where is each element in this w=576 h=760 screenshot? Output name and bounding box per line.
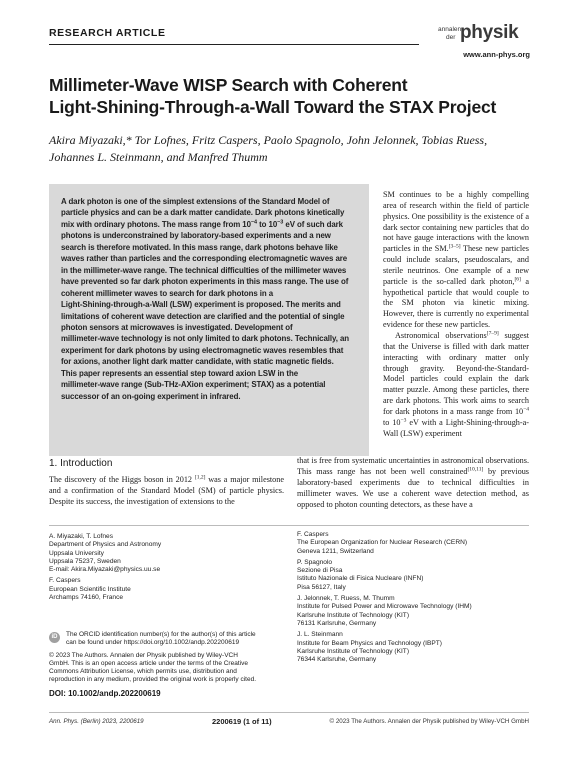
intro-paragraph: The discovery of the Higgs boson in 2012 [1,2] was a major milestone and a confirmation of the Standard Model (SM) of particle physics. Despite its success, the investigation of extensions to the xyxy=(49,474,285,506)
journal-logo xyxy=(438,24,538,50)
journal-logo-word-2: der xyxy=(446,33,456,41)
affiliations-right xyxy=(297,531,529,667)
affiliation-block: P. Spagnolo Sezione di Pisa Istituto Nazionale di Fisica Nucleare (INFN) Pisa 56127, Italy xyxy=(297,558,424,591)
section-label: RESEARCH ARTICLE xyxy=(49,27,166,39)
journal-logo-small xyxy=(438,26,461,41)
footer-rule xyxy=(49,712,529,713)
title-line-1: Millimeter-Wave WISP Search with Coherent xyxy=(49,75,408,95)
email-link[interactable]: E-mail: Akira.Miyazaki@physics.uu.se xyxy=(49,566,161,574)
article-title xyxy=(49,74,529,118)
citation-link[interactable]: [7–9] xyxy=(486,330,499,337)
abstract-box xyxy=(49,184,369,456)
affiliation-block: F. Caspers European Scientific Institute Archamps 74160, France xyxy=(49,577,131,602)
copyright-notice: © 2023 The Authors. Annalen der Physik published by Wiley-VCH GmbH. This is an open access article under the terms of the Creative Commons Attribution License, which permits use, distribution and reproduction in any medium, provided the original work is properly cited. xyxy=(49,651,257,684)
citation-link[interactable]: [6] xyxy=(514,276,521,283)
journal-logo-word-3: physik xyxy=(460,22,519,43)
affiliation-block: F. Caspers The European Organization for Nuclear Research (CERN) Geneva 1211, Switzerland xyxy=(297,531,468,555)
affiliations-left xyxy=(49,533,281,605)
affiliation-block: A. Miyazaki, T. Lofnes Department of Physics and Astronomy Uppsala University Uppsala 75237, Sweden E-mail: Akira.Miyazaki@physics.uu.se xyxy=(49,533,281,574)
footer-citation: Ann. Phys. (Berlin) 2023, 2200619 xyxy=(49,718,144,725)
header-rule xyxy=(49,44,419,45)
journal-logo-word-1: annalen xyxy=(438,26,462,33)
intro-text xyxy=(49,475,284,508)
author-list xyxy=(49,132,529,166)
orcid-icon: iD xyxy=(49,632,60,643)
middle-column-text xyxy=(297,456,529,511)
orcid-text[interactable]: The ORCID identification number(s) for the author(s) of this article can be found under https://doi.org/10.1002/andp.202200619 xyxy=(66,631,256,647)
doi-link[interactable]: DOI: 10.1002/andp.202200619 xyxy=(49,689,161,698)
orcid-notice xyxy=(49,631,283,685)
journal-url-link[interactable]: www.ann-phys.org xyxy=(463,50,530,59)
abstract-text: A dark photon is one of the simplest extensions of the Standard Model of particle physics and can be a dark matter candidate. Dark photons kinetically mix with ordinary photons. The mass range from $10^{-4}$ to $10^{-3}$ eV of such dark photons is underconstrained by laboratory-based experiments and a new search is therefore motivated. In this mass range, dark photons behave like waves rather than particles and the corresponding electromagnetic waves are in the millimeter-wave range. The technical difficulties of the millimeter waves have prevented so far dark photon experiments in this mass range. The use of coherent millimeter waves to search for dark photons in a Light-Shining-through-a-Wall (LSW) experiment is proposed. The merits and limitations of coherent wave detection are clarified and the potential of single photon sensors at microwaves is investigated. Development of millimeter-wave technology is not only limited to dark photons. Technically, an experiment for dark photons by using electromagnetic waves resembles that for axions, another light dark matter candidate, with static magnetic fields. This paper represents an essential step toward axion LSW in the millimeter-wave range (Sub-THz-AXion experiment; STAX) as a potential successor of an on-going experiment in infrared. xyxy=(61,197,350,401)
affiliation-block: J. L. Steinmann Institute for Beam Physics and Technology (IBPT) Karlsruhe Institute of Technology (KIT) 76344 Karlsruhe, Germany xyxy=(297,631,443,664)
title-line-2: Light-Shining-Through-a-Wall Toward the STAX Project xyxy=(49,97,497,117)
affiliation-rule xyxy=(49,525,529,526)
right-paragraph-1: SM continues to be a highly compelling area of research within the field of particle physics. One possibility is the existence of a dark sector containing new particles that do not have gauge interactions with the known particles in the SM.[3–5] These new particles could include scalars, pseudoscalars, and sterile neutrinos. One example of a new particle is the so-called dark photon,[6] a hypothetical particle that would couple to the SM photon via kinetic mixing. However, there is currently no experimental evidence for these new particles. xyxy=(383,190,529,330)
citation-link[interactable]: [10,11] xyxy=(467,466,484,473)
right-paragraph-2: Astronomical observations[7–9] suggest that the Universe is filled with dark matter interacting with ordinary matter only through gravity. Beyond-the-Standard-Model particles could explain the dark matter puzzle. Among these particles, there are dark photons. This work aims to search for dark photons in a mass range from $10^{-4}$ to $10^{-3}$ eV with a Light-Shining-through-a-Wall (LSW) experiment xyxy=(383,330,529,438)
section-heading: 1. Introduction xyxy=(49,458,113,469)
citation-link[interactable]: [1,2] xyxy=(194,474,206,481)
citation-link[interactable]: [3–5] xyxy=(448,243,461,250)
authors-line-2: Johannes L. Steinmann, and Manfred Thumm xyxy=(49,150,268,164)
page-number: 2200619 (1 of 11) xyxy=(212,717,272,726)
middle-paragraph: that is free from systematic uncertainties in astronomical observations. This mass range has not been well constrained[10,11] by previous laboratory-based experiments due to technical difficulties in millimeter waves. We use a coherent wave detection method, as opposed to photon counting detectors, as these have a xyxy=(297,456,529,509)
footer-copyright: © 2023 The Authors. Annalen der Physik published by Wiley-VCH GmbH xyxy=(329,718,529,725)
right-column-text xyxy=(383,190,529,439)
affiliation-block: J. Jelonnek, T. Ruess, M. Thumm Institute for Pulsed Power and Microwave Technology (IHM) Karlsruhe Institute of Technology (KIT) 76131 Karlsruhe, Germany xyxy=(297,595,472,627)
authors-line-1: Akira Miyazaki,* Tor Lofnes, Fritz Caspers, Paolo Spagnolo, John Jelonnek, Tobias Ruess, xyxy=(49,133,488,147)
